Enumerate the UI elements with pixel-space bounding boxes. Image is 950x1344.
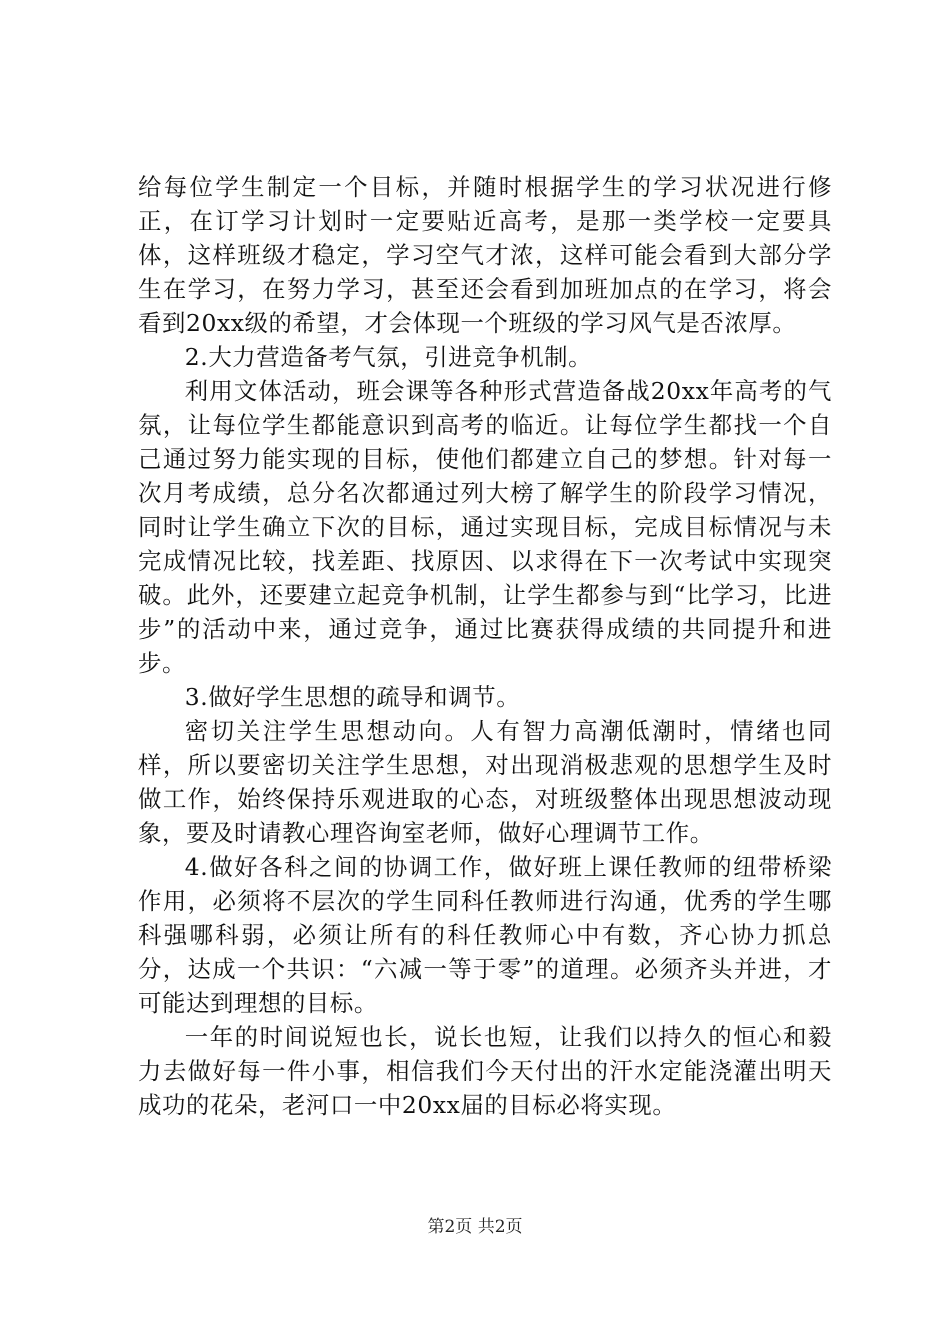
paragraph-4-heading: 3.做好学生思想的疏导和调节。	[184, 683, 521, 711]
paragraph-7: 一年的时间说短也长，说长也短，让我们以持久的恒心和毅力去做好每一件小事，相信我们今天付出的汗水定能浇灌出明天成功的花朵，老河口一中20xx届的目标必将实现。	[138, 1023, 832, 1119]
paragraph-5: 密切关注学生思想动向。人有智力高潮低潮时，情绪也同样，所以要密切关注学生思想，对出现消极悲观的思想学生及时做工作，始终保持乐观进取的心态，对班级整体出现思想波动现象，要及时请教心理咨询室老师，做好心理调节工作。	[138, 717, 832, 847]
paragraph-3: 利用文体活动，班会课等各种形式营造备战20xx年高考的气氛，让每位学生都能意识到高考的临近。让每位学生都找一个自己通过努力能实现的目标，使他们都建立自己的梦想。针对每一次月考成绩，总分名次都通过列大榜了解学生的阶段学习情况，同时让学生确立下次的目标，通过实现目标，完成目标情况与未完成情况比较，找差距、找原因、以求得在下一次考试中实现突破。此外，还要建立起竞争机制，让学生都参与到“比学习，比进步”的活动中来，通过竞争，通过比赛获得成绩的共同提升和进步。	[138, 377, 832, 677]
page-footer	[0, 1212, 950, 1237]
paragraph-1: 给每位学生制定一个目标，并随时根据学生的学习状况进行修正，在订学习计划时一定要贴近高考，是那一类学校一定要具体，这样班级才稳定，学习空气才浓，这样可能会看到大部分学生在学习，在努力学习，甚至还会看到加班加点的在学习，将会看到20xx级的希望，才会体现一个班级的学习风气是否浓厚。	[138, 173, 832, 337]
page-number-label: 第2页 共2页	[427, 1217, 523, 1237]
paragraph-2-heading: 2.大力营造备考气氛，引进竞争机制。	[184, 343, 593, 371]
paragraph-6: 4.做好各科之间的协调工作，做好班上课任教师的纽带桥梁作用，必须将不层次的学生同科任教师进行沟通，优秀的学生哪科强哪科弱，必须让所有的科任教师心中有数，齐心协力抓总分，达成一个共识：“六减一等于零”的道理。必须齐头并进，才可能达到理想的目标。	[138, 853, 832, 1017]
document-body	[138, 170, 832, 1122]
